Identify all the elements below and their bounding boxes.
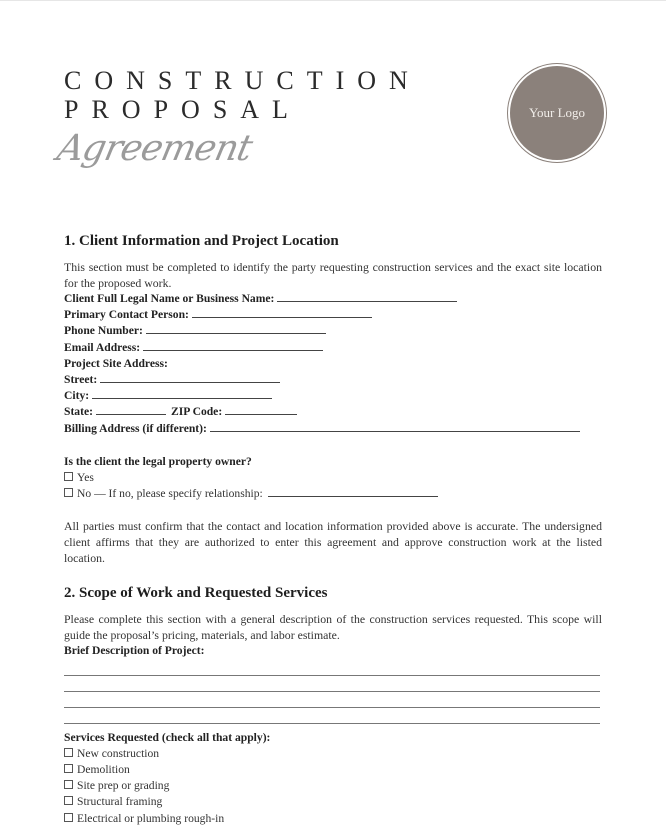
contact-person-field: Primary Contact Person: [64, 307, 602, 323]
checkbox-icon[interactable] [64, 780, 73, 789]
checkbox-icon[interactable] [64, 813, 73, 822]
service-option[interactable] [64, 746, 602, 762]
service-label: Electrical or plumbing rough-in [77, 811, 225, 825]
city-input[interactable] [92, 388, 272, 399]
service-option[interactable] [64, 794, 602, 810]
section-1-heading: 1. Client Information and Project Location [64, 233, 339, 249]
email-input[interactable] [143, 340, 323, 351]
checkbox-icon[interactable] [64, 764, 73, 773]
owner-no-option[interactable] [64, 486, 602, 502]
brief-description-label: Brief Description of Project: [64, 644, 205, 658]
top-border [0, 0, 666, 1]
form-content [64, 232, 602, 827]
description-line-3[interactable] [64, 692, 600, 708]
description-line-4[interactable] [64, 708, 600, 724]
state-input[interactable] [96, 404, 166, 415]
phone-field: Phone Number: [64, 323, 602, 339]
logo-text: Your Logo [528, 105, 586, 120]
service-option[interactable] [64, 762, 602, 778]
owner-yes-label: Yes [77, 471, 94, 485]
email-field: Email Address: [64, 340, 602, 356]
service-option[interactable] [64, 811, 602, 827]
section-2-intro: Please complete this section with a general description of the construction services requested. This scope will guide the proposal’s pricing, materials, and labor estimate. [64, 612, 602, 643]
owner-yes-option[interactable] [64, 470, 602, 486]
logo-placeholder [508, 64, 606, 162]
client-name-input[interactable] [277, 291, 457, 302]
site-address-label: Project Site Address: [64, 356, 168, 370]
billing-field: Billing Address (if different): [64, 421, 602, 437]
checkbox-icon[interactable] [64, 488, 73, 497]
checkbox-icon[interactable] [64, 748, 73, 757]
billing-input[interactable] [210, 421, 580, 432]
checkbox-icon[interactable] [64, 796, 73, 805]
description-line-2[interactable] [64, 676, 600, 692]
street-input[interactable] [100, 372, 280, 383]
contact-person-input[interactable] [192, 307, 372, 318]
zip-input[interactable] [225, 404, 297, 415]
confirmation-text: All parties must confirm that the contact and location information provided above is accurate. The undersigned client affirms that they are authorized to enter this agreement and approve construction work at the listed location. [64, 519, 602, 566]
street-field: Street: [64, 372, 602, 388]
service-label: Site prep or grading [77, 779, 170, 793]
title-line-2: PROPOSAL [64, 95, 301, 124]
section-1-intro: This section must be completed to identify the party requesting construction services and the exact site location for the proposed work. [64, 260, 602, 290]
city-field: City: [64, 388, 602, 404]
section-2-heading: 2. Scope of Work and Requested Services [64, 585, 328, 602]
owner-question: Is the client the legal property owner? [64, 454, 252, 468]
service-label: New construction [77, 746, 160, 760]
service-option[interactable] [64, 778, 602, 794]
service-label: Structural framing [77, 795, 163, 809]
description-line-1[interactable] [64, 660, 600, 676]
state-zip-field: State: ZIP Code: [64, 404, 602, 420]
client-name-field: Client Full Legal Name or Business Name: [64, 291, 602, 307]
checkbox-icon[interactable] [64, 472, 73, 481]
agreement-script: Agreement [53, 128, 256, 169]
document-title [64, 66, 421, 124]
relationship-input[interactable] [268, 486, 438, 497]
phone-input[interactable] [146, 323, 326, 334]
title-line-1: CONSTRUCTION [64, 66, 421, 95]
service-label: Demolition [77, 763, 130, 777]
owner-no-label: No — If no, please specify relationship: [77, 487, 263, 501]
services-label: Services Requested (check all that apply): [64, 730, 271, 744]
